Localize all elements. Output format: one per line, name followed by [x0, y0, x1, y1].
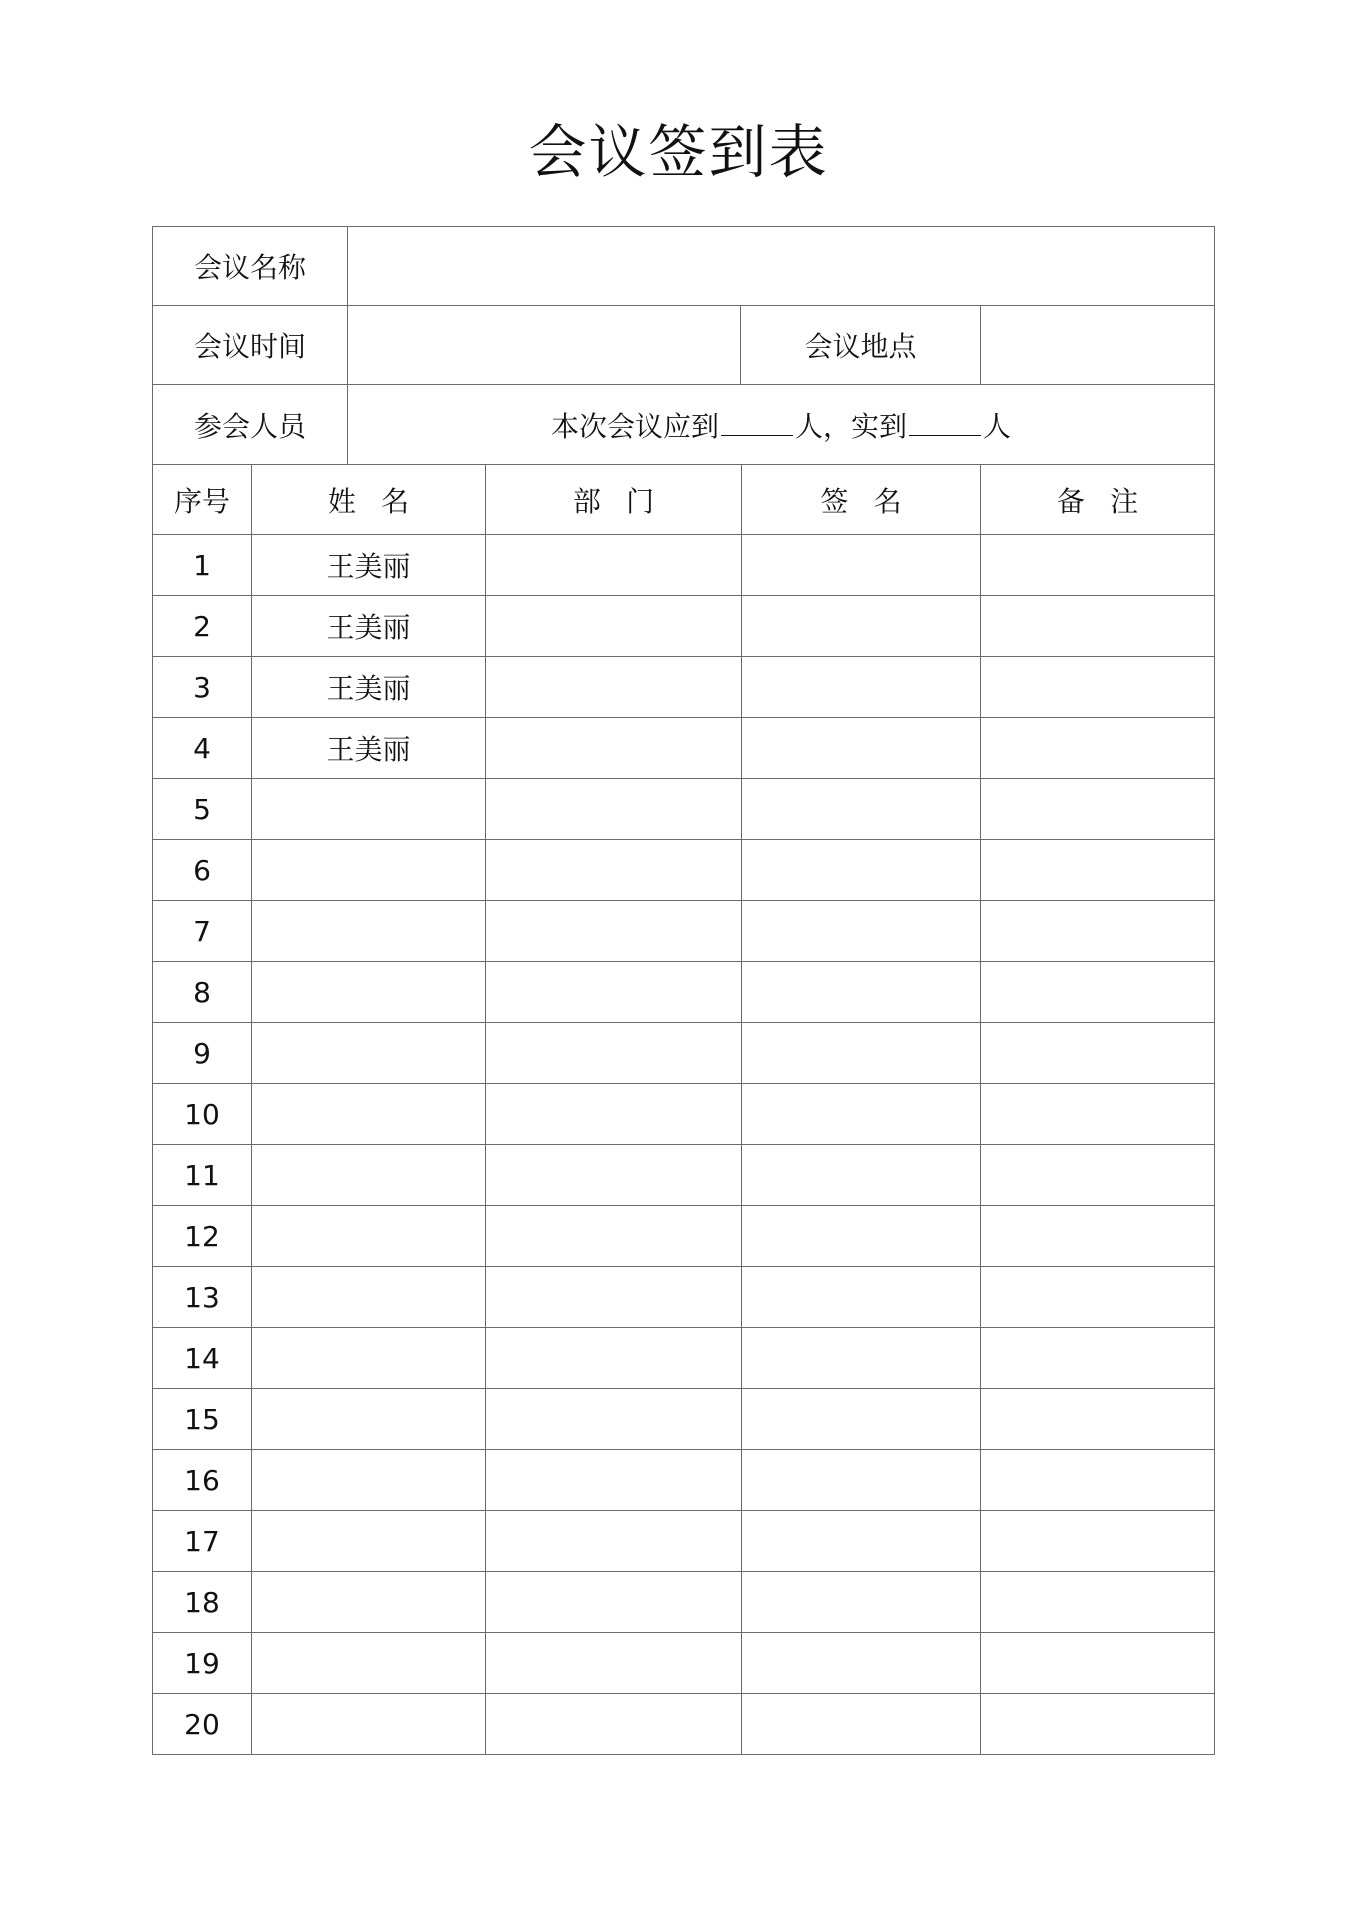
name-cell[interactable]	[252, 1206, 486, 1267]
remarks-cell[interactable]	[981, 962, 1215, 1023]
signature-cell[interactable]	[742, 1511, 981, 1572]
remarks-cell[interactable]	[981, 596, 1215, 657]
department-cell[interactable]	[486, 1084, 742, 1145]
signature-cell[interactable]	[742, 1694, 981, 1755]
table-row	[153, 1633, 1215, 1694]
department-cell[interactable]	[486, 1572, 742, 1633]
signature-cell[interactable]	[742, 779, 981, 840]
department-cell[interactable]	[486, 840, 742, 901]
name-cell[interactable]	[252, 1511, 486, 1572]
name-cell[interactable]	[252, 1572, 486, 1633]
remarks-cell[interactable]	[981, 901, 1215, 962]
remarks-cell[interactable]	[981, 1450, 1215, 1511]
department-cell[interactable]	[486, 718, 742, 779]
meeting-name-row	[153, 227, 1215, 306]
department-cell[interactable]	[486, 1633, 742, 1694]
department-cell[interactable]	[486, 1145, 742, 1206]
table-row	[153, 779, 1215, 840]
signature-cell[interactable]	[742, 901, 981, 962]
row-number: 2	[153, 596, 252, 657]
signature-cell[interactable]	[742, 718, 981, 779]
remarks-cell[interactable]	[981, 657, 1215, 718]
remarks-cell[interactable]	[981, 1389, 1215, 1450]
table-row	[153, 1694, 1215, 1755]
name-cell[interactable]: 王美丽	[252, 657, 486, 718]
table-row	[153, 962, 1215, 1023]
signature-cell[interactable]	[742, 1023, 981, 1084]
table-row	[153, 1511, 1215, 1572]
row-number: 18	[153, 1572, 252, 1633]
table-row	[153, 1145, 1215, 1206]
table-header-row	[153, 465, 1215, 535]
remarks-cell[interactable]	[981, 718, 1215, 779]
department-cell[interactable]	[486, 1267, 742, 1328]
name-cell[interactable]: 王美丽	[252, 596, 486, 657]
table-row	[153, 901, 1215, 962]
meeting-name-label: 会议名称	[153, 227, 348, 306]
row-number: 14	[153, 1328, 252, 1389]
department-cell[interactable]	[486, 901, 742, 962]
table-row	[153, 596, 1215, 657]
department-cell[interactable]	[486, 962, 742, 1023]
signature-cell[interactable]	[742, 1084, 981, 1145]
attendees-row	[153, 385, 1215, 465]
signature-cell[interactable]	[742, 657, 981, 718]
table-row	[153, 1389, 1215, 1450]
meeting-time-label: 会议时间	[153, 306, 348, 385]
table-row	[153, 1023, 1215, 1084]
signature-cell[interactable]	[742, 1450, 981, 1511]
remarks-cell[interactable]	[981, 1023, 1215, 1084]
department-cell[interactable]	[486, 657, 742, 718]
remarks-cell[interactable]	[981, 1206, 1215, 1267]
remarks-cell[interactable]	[981, 535, 1215, 596]
row-number: 8	[153, 962, 252, 1023]
signature-cell[interactable]	[742, 1572, 981, 1633]
department-cell[interactable]	[486, 1389, 742, 1450]
row-number: 17	[153, 1511, 252, 1572]
table-row	[153, 1084, 1215, 1145]
name-cell[interactable]	[252, 1023, 486, 1084]
name-cell[interactable]	[252, 901, 486, 962]
meeting-name-field[interactable]	[348, 227, 1215, 306]
row-number: 15	[153, 1389, 252, 1450]
table-row	[153, 535, 1215, 596]
header-signature: 签名	[742, 465, 981, 535]
name-cell[interactable]	[252, 1084, 486, 1145]
name-cell[interactable]	[252, 1145, 486, 1206]
name-cell[interactable]	[252, 1267, 486, 1328]
department-cell[interactable]	[486, 1328, 742, 1389]
expected-count-blank[interactable]	[721, 434, 793, 436]
row-number: 4	[153, 718, 252, 779]
remarks-cell[interactable]	[981, 840, 1215, 901]
row-number: 1	[153, 535, 252, 596]
table-row	[153, 1328, 1215, 1389]
signature-cell[interactable]	[742, 535, 981, 596]
remarks-cell[interactable]	[981, 1084, 1215, 1145]
table-row	[153, 718, 1215, 779]
name-cell[interactable]: 王美丽	[252, 535, 486, 596]
name-cell[interactable]	[252, 840, 486, 901]
signature-cell[interactable]	[742, 1145, 981, 1206]
actual-count-blank[interactable]	[909, 434, 981, 436]
signature-cell[interactable]	[742, 596, 981, 657]
meeting-info-table	[152, 226, 1215, 465]
signature-cell[interactable]	[742, 1206, 981, 1267]
attendance-summary	[348, 385, 1215, 465]
name-cell[interactable]	[252, 1450, 486, 1511]
row-number: 10	[153, 1084, 252, 1145]
table-row	[153, 1572, 1215, 1633]
signature-cell[interactable]	[742, 1389, 981, 1450]
row-number: 9	[153, 1023, 252, 1084]
sign-in-table	[152, 464, 1215, 1755]
remarks-cell[interactable]	[981, 1694, 1215, 1755]
signature-cell[interactable]	[742, 1328, 981, 1389]
table-body	[153, 535, 1215, 1755]
row-number: 12	[153, 1206, 252, 1267]
meeting-time-field[interactable]	[348, 306, 741, 385]
table-row	[153, 1206, 1215, 1267]
name-cell[interactable]	[252, 962, 486, 1023]
meeting-place-field[interactable]	[981, 306, 1215, 385]
row-number: 5	[153, 779, 252, 840]
department-cell[interactable]	[486, 535, 742, 596]
attendees-label: 参会人员	[153, 385, 348, 465]
signature-cell[interactable]	[742, 1267, 981, 1328]
header-index: 序号	[153, 465, 252, 535]
signature-cell[interactable]	[742, 1633, 981, 1694]
department-cell[interactable]	[486, 1511, 742, 1572]
row-number: 13	[153, 1267, 252, 1328]
table-row	[153, 657, 1215, 718]
name-cell[interactable]	[252, 1389, 486, 1450]
remarks-cell[interactable]	[981, 1572, 1215, 1633]
remarks-cell[interactable]	[981, 779, 1215, 840]
department-cell[interactable]	[486, 779, 742, 840]
remarks-cell[interactable]	[981, 1145, 1215, 1206]
row-number: 11	[153, 1145, 252, 1206]
name-cell[interactable]	[252, 1694, 486, 1755]
row-number: 16	[153, 1450, 252, 1511]
name-cell[interactable]	[252, 1328, 486, 1389]
department-cell[interactable]	[486, 596, 742, 657]
header-department: 部门	[486, 465, 742, 535]
row-number: 19	[153, 1633, 252, 1694]
remarks-cell[interactable]	[981, 1267, 1215, 1328]
header-name: 姓名	[252, 465, 486, 535]
row-number: 3	[153, 657, 252, 718]
table-row	[153, 1267, 1215, 1328]
attendance-suffix: 人	[983, 409, 1012, 443]
remarks-cell[interactable]	[981, 1328, 1215, 1389]
meeting-time-row	[153, 306, 1215, 385]
remarks-cell[interactable]	[981, 1633, 1215, 1694]
name-cell[interactable]	[252, 1633, 486, 1694]
department-cell[interactable]	[486, 1694, 742, 1755]
department-cell[interactable]	[486, 1206, 742, 1267]
page-title: 会议签到表	[528, 118, 829, 186]
remarks-cell[interactable]	[981, 1511, 1215, 1572]
row-number: 6	[153, 840, 252, 901]
department-cell[interactable]	[486, 1450, 742, 1511]
header-remarks: 备注	[981, 465, 1215, 535]
signature-cell[interactable]	[742, 840, 981, 901]
table-row	[153, 840, 1215, 901]
name-cell[interactable]: 王美丽	[252, 718, 486, 779]
attendance-mid: 人，实到	[795, 409, 908, 443]
signature-cell[interactable]	[742, 962, 981, 1023]
row-number: 7	[153, 901, 252, 962]
meeting-place-label: 会议地点	[741, 306, 981, 385]
department-cell[interactable]	[486, 1023, 742, 1084]
name-cell[interactable]	[252, 779, 486, 840]
row-number: 20	[153, 1694, 252, 1755]
table-row	[153, 1450, 1215, 1511]
attendance-prefix: 本次会议应到	[550, 409, 719, 443]
